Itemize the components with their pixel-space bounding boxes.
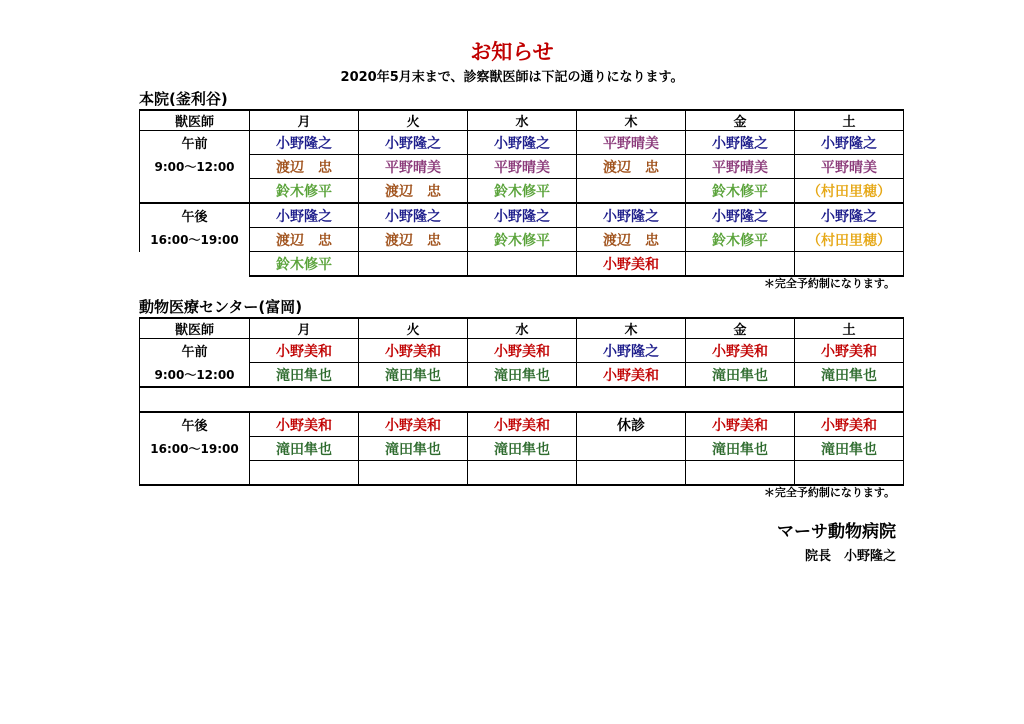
section-label-main-clinic: 本院(釜利谷) (139, 90, 228, 108)
doctor-cell (577, 437, 686, 461)
doctor-cell: 小野隆之 (359, 203, 468, 228)
reservation-note: ＊完全予約制になります。 (763, 486, 895, 499)
doctor-cell: 滝田隼也 (686, 363, 795, 388)
doctor-cell: 小野美和 (359, 339, 468, 363)
doctor-cell: 渡辺 忠 (359, 228, 468, 252)
section-label-medical-center: 動物医療センター(富岡) (139, 298, 303, 316)
doctor-cell: 平野晴美 (468, 155, 577, 179)
table-row (140, 203, 904, 228)
doctor-cell: 滝田隼也 (795, 363, 904, 388)
period-time: 9:00～12:00 (140, 155, 250, 179)
doctor-cell: 平野晴美 (359, 155, 468, 179)
doctor-cell (577, 179, 686, 204)
doctor-cell: 小野隆之 (468, 203, 577, 228)
doctor-cell (795, 461, 904, 486)
doctor-cell: 渡辺 忠 (577, 228, 686, 252)
header-cell: 土 (795, 110, 904, 131)
doctor-cell: 小野隆之 (577, 339, 686, 363)
doctor-cell: 平野晴美 (577, 131, 686, 155)
doctor-cell: 渡辺 忠 (359, 179, 468, 204)
doctor-cell (686, 252, 795, 277)
doctor-cell (468, 461, 577, 486)
doctor-cell (250, 461, 359, 486)
header-cell: 月 (250, 110, 359, 131)
doctor-cell: 小野隆之 (468, 131, 577, 155)
table-row (140, 363, 904, 388)
doctor-cell: 渡辺 忠 (250, 155, 359, 179)
period-label: 午後 (140, 203, 250, 228)
table-row (140, 131, 904, 155)
table-row (140, 228, 904, 252)
schedule-table-main-clinic (139, 109, 904, 277)
doctor-cell: 鈴木修平 (250, 252, 359, 277)
doctor-cell (359, 252, 468, 277)
doctor-cell: 滝田隼也 (686, 437, 795, 461)
doctor-cell: 小野美和 (468, 412, 577, 437)
doctor-cell: 滝田隼也 (468, 437, 577, 461)
gap-cell (686, 387, 795, 412)
doctor-cell: 滝田隼也 (468, 363, 577, 388)
notice-subtitle: 2020年5月末まで、診察獣医師は下記の通りになります。 (340, 70, 684, 85)
doctor-cell: 滝田隼也 (250, 437, 359, 461)
doctor-cell (468, 252, 577, 277)
header-cell: 火 (359, 110, 468, 131)
doctor-cell: 滝田隼也 (359, 437, 468, 461)
period-spacer (140, 461, 250, 486)
doctor-cell: 小野隆之 (250, 203, 359, 228)
header-cell: 火 (359, 318, 468, 339)
hospital-name: マーサ動物病院 (777, 522, 896, 542)
doctor-cell: 滝田隼也 (250, 363, 359, 388)
gap-cell (468, 387, 577, 412)
doctor-cell: 小野隆之 (686, 203, 795, 228)
doctor-cell: 小野美和 (795, 412, 904, 437)
header-cell: 獣医師 (140, 110, 250, 131)
header-cell: 土 (795, 318, 904, 339)
doctor-cell (686, 461, 795, 486)
doctor-cell: 小野隆之 (686, 131, 795, 155)
table-row (140, 339, 904, 363)
doctor-cell: （村田里穂） (795, 179, 904, 204)
table-row (140, 252, 904, 277)
gap-cell (359, 387, 468, 412)
doctor-cell: 小野美和 (577, 363, 686, 388)
gap-cell (795, 387, 904, 412)
reservation-note: ＊完全予約制になります。 (763, 277, 895, 290)
doctor-cell: 鈴木修平 (686, 179, 795, 204)
doctor-cell: 小野隆之 (359, 131, 468, 155)
header-cell: 木 (577, 110, 686, 131)
doctor-cell (577, 461, 686, 486)
doctor-cell: 滝田隼也 (795, 437, 904, 461)
period-spacer (140, 252, 250, 277)
doctor-cell (795, 252, 904, 277)
gap-cell (577, 387, 686, 412)
header-cell: 金 (686, 318, 795, 339)
period-label: 午前 (140, 339, 250, 363)
gap-cell (140, 387, 250, 412)
doctor-cell: 小野美和 (250, 339, 359, 363)
header-cell: 水 (468, 318, 577, 339)
doctor-cell: 小野美和 (795, 339, 904, 363)
table-row (140, 179, 904, 204)
period-label: 午後 (140, 412, 250, 437)
doctor-cell: 小野美和 (468, 339, 577, 363)
period-label: 午前 (140, 131, 250, 155)
table-gap-row (140, 387, 904, 412)
doctor-cell: （村田里穂） (795, 228, 904, 252)
period-time: 9:00～12:00 (140, 363, 250, 388)
header-cell: 水 (468, 110, 577, 131)
doctor-cell: 休診 (577, 412, 686, 437)
doctor-cell: 渡辺 忠 (577, 155, 686, 179)
header-cell: 金 (686, 110, 795, 131)
doctor-cell: 小野美和 (359, 412, 468, 437)
doctor-cell: 小野美和 (250, 412, 359, 437)
doctor-cell: 鈴木修平 (250, 179, 359, 204)
doctor-cell: 滝田隼也 (359, 363, 468, 388)
doctor-cell: 小野美和 (577, 252, 686, 277)
notice-title: お知らせ (470, 40, 554, 64)
director-name: 院長 小野隆之 (804, 549, 896, 564)
period-spacer (140, 179, 250, 204)
table-row (140, 461, 904, 486)
schedule-table-medical-center (139, 317, 904, 486)
header-cell: 月 (250, 318, 359, 339)
doctor-cell: 小野隆之 (795, 203, 904, 228)
table-header-row (140, 110, 904, 131)
doctor-cell: 小野隆之 (250, 131, 359, 155)
period-time: 16:00～19:00 (140, 437, 250, 461)
gap-cell (250, 387, 359, 412)
doctor-cell: 平野晴美 (795, 155, 904, 179)
doctor-cell: 小野美和 (686, 412, 795, 437)
doctor-cell (359, 461, 468, 486)
doctor-cell: 鈴木修平 (468, 179, 577, 204)
table-row (140, 155, 904, 179)
doctor-cell: 渡辺 忠 (250, 228, 359, 252)
table-row (140, 412, 904, 437)
header-cell: 木 (577, 318, 686, 339)
table-header-row (140, 318, 904, 339)
doctor-cell: 鈴木修平 (686, 228, 795, 252)
period-time: 16:00～19:00 (140, 228, 250, 252)
doctor-cell: 小野美和 (686, 339, 795, 363)
header-cell: 獣医師 (140, 318, 250, 339)
doctor-cell: 小野隆之 (577, 203, 686, 228)
doctor-cell: 平野晴美 (686, 155, 795, 179)
doctor-cell: 小野隆之 (795, 131, 904, 155)
doctor-cell: 鈴木修平 (468, 228, 577, 252)
table-row (140, 437, 904, 461)
